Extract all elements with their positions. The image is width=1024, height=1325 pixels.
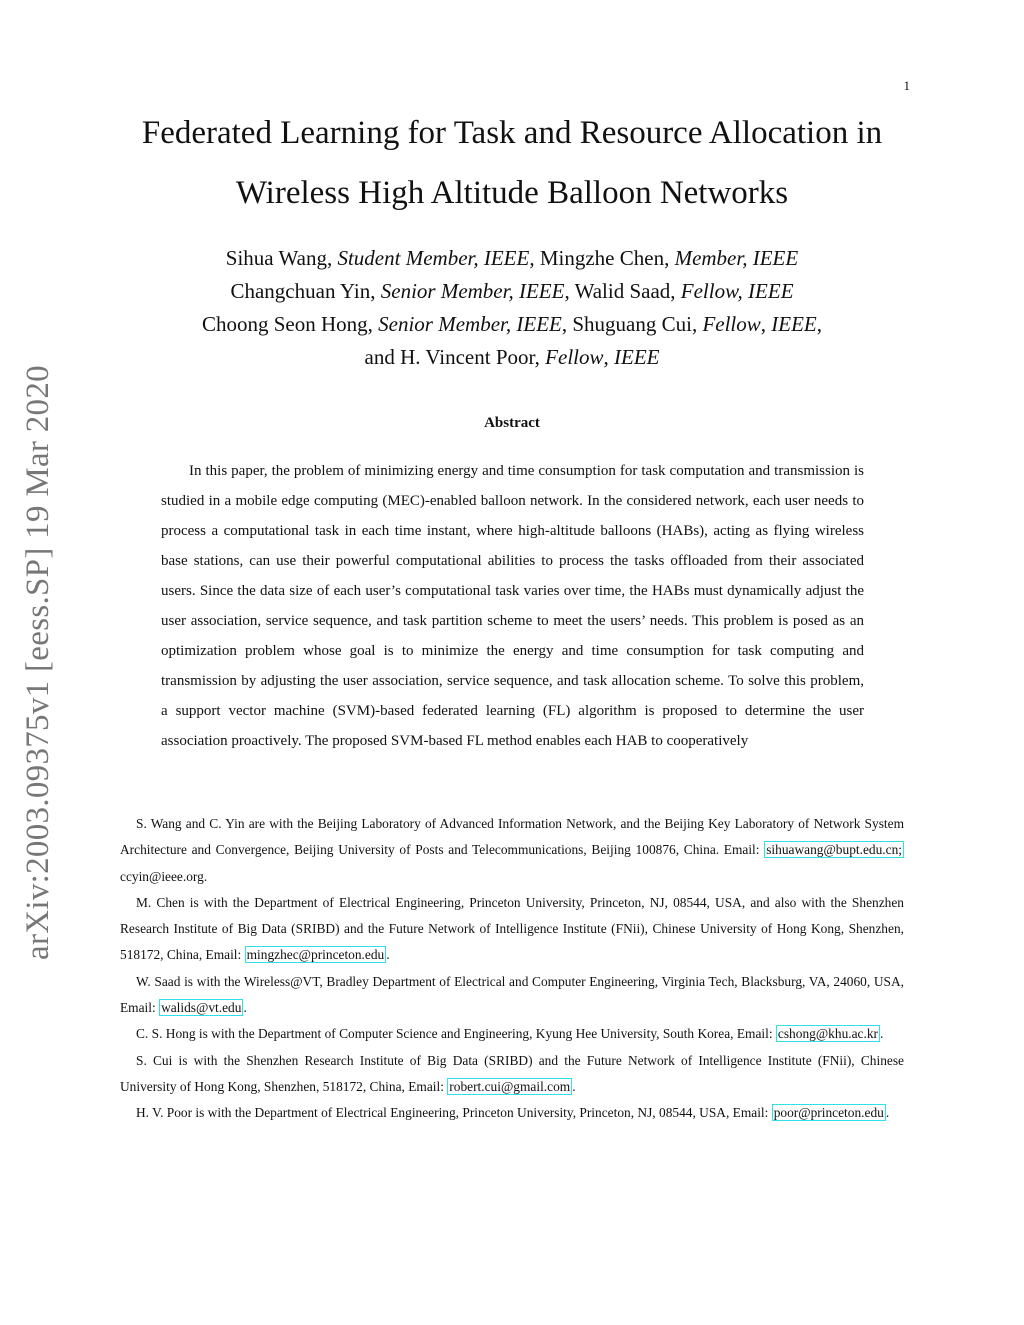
email-link[interactable]: mingzhec@princeton.edu — [246, 947, 385, 963]
footnote-text: H. V. Poor is with the Department of Electrical Engineering, Princeton University, Princeton, NJ, 08544, USA, Email: — [136, 1105, 772, 1121]
footnote-wang-yin — [120, 811, 904, 890]
author-line-3 — [100, 308, 924, 341]
author-line-2 — [100, 275, 924, 308]
footnote-text: S. Cui is with the Shenzhen Research Institute of Big Data (SRIBD) and the Future Network of Intelligence Institute (FNii), Chinese University of Hong Kong, Shenzhen, 518172, China, Email: — [120, 1052, 904, 1094]
title-line-1: Federated Learning for Task and Resource Allocation in — [141, 115, 883, 151]
author-role: IEEE — [614, 345, 660, 369]
email-link[interactable]: robert.cui@gmail.com — [449, 1078, 571, 1094]
footnote-text: . — [572, 1078, 576, 1094]
page-number: 1 — [903, 78, 910, 93]
separator: , — [760, 312, 772, 336]
author-name: , Shuguang Cui, — [561, 312, 703, 336]
separator: , — [603, 345, 614, 369]
author-role: IEEE — [771, 312, 817, 336]
footnote-text: . — [386, 947, 390, 963]
author-line-4 — [100, 341, 924, 374]
author-name: Changchuan Yin, — [230, 279, 381, 303]
author-role: Member, IEEE — [674, 246, 799, 270]
author-name: Choong Seon Hong, — [201, 312, 379, 336]
footnote-text: W. Saad is with the Wireless@VT, Bradley Department of Electrical and Computer Engineering, Virginia Tech, Blacksburg, VA, 24060, USA, Email: — [120, 973, 904, 1016]
author-role: Senior Member, IEEE — [378, 312, 562, 336]
abstract-paragraph: In this paper, the problem of minimizing energy and time consumption for task computation and transmission is studied in a mobile edge computing (MEC)-enabled balloon network. In the considered network, each user needs to process a computational task in each time instant, where high-altitude balloons (HABs), acting as flying wireless base stations, can use their powerful computational abilities to process the tasks offloaded from their associated users. Since the data size of each user’s computational task varies over time, the HABs must dynamically adjust the user association, service sequence, and task partition scheme to meet the users’ needs. This problem is posed as an optimization problem whose goal is to minimize the energy and time consumption for task computing and transmission by adjusting the user association, service sequence, and task allocation scheme. To solve this problem, a support vector machine (SVM)-based federated learning (FL) algorithm is proposed to determine the user association proactively. The proposed SVM-based FL method enables each HAB to cooperatively — [161, 463, 864, 749]
footnote-text: . — [880, 1026, 884, 1042]
author-role: Fellow — [545, 345, 604, 369]
footnote-text: ccyin@ieee.org. — [120, 868, 208, 884]
author-role: Senior Member, IEEE — [380, 279, 565, 303]
email-link[interactable]: sihuawang@bupt.edu.cn; — [766, 842, 902, 858]
author-role: Fellow — [702, 312, 761, 336]
footnote-text: S. Wang and C. Yin are with the Beijing Laboratory of Advanced Information Network, and the Beijing Key Laboratory of Network System Architecture and Convergence, Beijing University of Posts and Telecommunications, Beijing 100876, China. Email: — [120, 816, 904, 858]
author-line-1 — [100, 242, 924, 275]
footnote-cui — [120, 1048, 904, 1101]
author-list — [100, 242, 924, 374]
author-name: , Walid Saad, — [564, 279, 681, 303]
author-name: and H. Vincent Poor, — [364, 345, 546, 369]
abstract-heading: Abstract — [484, 415, 540, 431]
footnote-saad — [120, 969, 904, 1022]
footnote-chen — [120, 890, 904, 969]
paper-title — [100, 103, 924, 223]
footnote-poor — [120, 1100, 904, 1126]
separator: , — [816, 312, 823, 336]
footnote-text: . — [885, 1105, 890, 1121]
title-line-2: Wireless High Altitude Balloon Networks — [235, 175, 789, 211]
author-name: Sihua Wang, — [225, 246, 338, 270]
email-link[interactable]: poor@princeton.edu — [773, 1105, 884, 1121]
footnote-hong — [120, 1021, 904, 1047]
affiliation-footnotes — [120, 811, 904, 1127]
email-link[interactable]: walids@vt.edu — [161, 1000, 242, 1016]
footnote-text: M. Chen is with the Department of Electrical Engineering, Princeton University, Princeton, NJ, 08544, USA, and also with the Shenzhen Research Institute of Big Data (SRIBD) and the Future Network of Intelligence Institute (FNii), Chinese University of Hong Kong, Shenzhen, 518172, China, Email: — [120, 894, 904, 963]
footnote-text: . — [243, 1000, 247, 1016]
author-role: Student Member, IEEE — [337, 246, 530, 270]
footnote-text: C. S. Hong is with the Department of Computer Science and Engineering, Kyung Hee University, South Korea, Email: — [136, 1026, 776, 1042]
arxiv-stamp[interactable]: arXiv:2003.09375v1 [eess.SP] 19 Mar 2020 — [20, 365, 56, 960]
author-name: , Mingzhe Chen, — [529, 246, 675, 270]
email-link[interactable]: cshong@khu.ac.kr — [777, 1026, 878, 1042]
author-role: Fellow, IEEE — [680, 279, 794, 303]
abstract-body — [161, 456, 864, 756]
